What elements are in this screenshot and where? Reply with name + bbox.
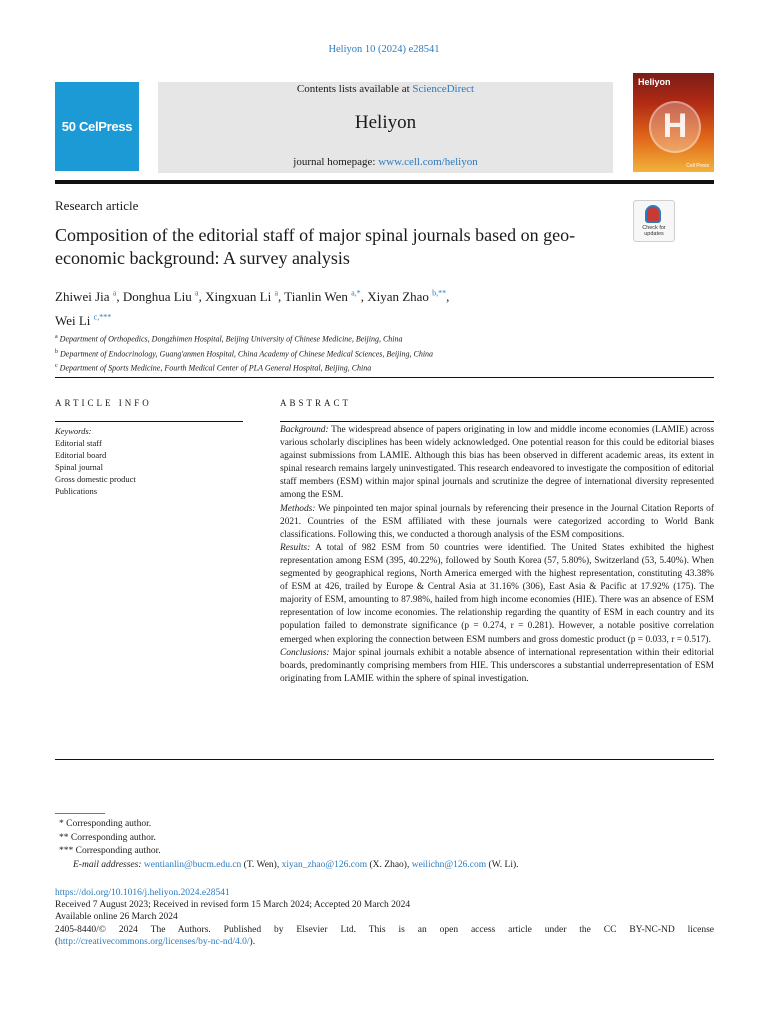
cover-letter: H <box>662 107 688 145</box>
journal-masthead <box>158 82 613 173</box>
keyword: Editorial staff <box>55 438 102 448</box>
cover-publisher: Cell Press <box>686 163 709 169</box>
cover-journal-name: Heliyon <box>638 77 671 87</box>
abstract-end-divider <box>55 759 714 760</box>
affiliation-text: Department of Orthopedics, Dongzhimen Hospital, Beijing University of Chinese Medicine, Beijing, China <box>59 334 403 344</box>
email-owner: (T. Wen), <box>241 859 282 870</box>
abstract-section-results <box>280 542 714 647</box>
author <box>123 289 205 304</box>
affiliation-text: Department of Endocrinology, Guang'anmen Hospital, China Academy of Chinese Medical Sciences, Beijing, China <box>60 349 434 359</box>
publication-info <box>55 887 714 948</box>
abstract-heading: ABSTRACT <box>280 398 352 408</box>
affiliation-mark: c <box>55 363 58 370</box>
article-type: Research article <box>55 198 139 213</box>
check-for-updates-label <box>634 225 674 237</box>
author-name: Xiyan Zhao <box>367 289 429 305</box>
received-dates: Received 7 August 2023; Received in revised form 15 March 2024; Accepted 20 March 2024 <box>55 900 411 911</box>
email-label: E-mail addresses: <box>73 859 144 870</box>
author-affil-mark[interactable]: a <box>112 289 117 298</box>
author-name: Tianlin Wen <box>284 289 348 305</box>
footnote-rule <box>55 813 105 814</box>
abstract-section-conclusions <box>280 647 714 686</box>
homepage-line <box>158 156 613 168</box>
email-owner: (X. Zhao), <box>367 859 412 870</box>
keyword: Publications <box>55 486 98 496</box>
author-affil-mark[interactable]: a <box>195 289 199 298</box>
abstract-label: Methods: <box>280 503 316 514</box>
email-link[interactable]: xiyan_zhao@126.com <box>281 859 368 870</box>
homepage-prefix: journal homepage: <box>293 156 379 168</box>
affiliation-text: Department of Sports Medicine, Fourth Medical Center of PLA General Hospital, Beijing, China <box>59 363 372 373</box>
cellpress-logo[interactable] <box>55 82 139 171</box>
abstract-section-background <box>280 424 714 503</box>
license-link[interactable]: http://creativecommons.org/licenses/by-nc-nd/4.0/ <box>58 936 250 947</box>
abstract-label: Results: <box>280 542 311 553</box>
author-list <box>55 284 615 331</box>
affiliation-mark: a <box>55 334 58 340</box>
author-separator: , <box>278 289 285 305</box>
affiliation-divider <box>55 377 714 378</box>
keywords-label: Keywords: <box>55 426 92 436</box>
keyword: Editorial board <box>55 450 107 460</box>
available-online: Available online 26 March 2024 <box>55 912 178 923</box>
contents-line <box>158 83 613 95</box>
license-close: ). <box>249 936 256 947</box>
sciencedirect-link[interactable]: ScienceDirect <box>412 83 475 95</box>
affiliation <box>55 360 695 375</box>
author-name: Xingxuan Li <box>205 289 272 305</box>
abstract-section-methods <box>280 503 714 542</box>
abstract-body <box>280 424 714 686</box>
abstract-label: Conclusions: <box>280 647 330 658</box>
corresponding-author-note: * Corresponding author. <box>59 819 152 829</box>
author-name: Zhiwei Jia <box>55 289 110 305</box>
article-info-rule <box>55 421 243 422</box>
keyword: Gross domestic product <box>55 474 136 484</box>
abstract-text: The widespread absence of papers originating in low and middle income economies (LAMIE) across various scholarly disciplines has been widely acknowledged. One potential reason for this could be editorial biases against submissions from LAMIE. Although this bias has been observed in different academic areas, its extent in spinal research remains largely uninvestigated. This research endeavored to investigate the composition of editorial staff members (ESM) within major spinal journals and scrutinize the degree of international diversity represented among the ESM. <box>280 425 714 501</box>
abstract-text: We pinpointed ten major spinal journals by referencing their presence in the Journal Citation Reports of 2021. Countries of the ESM affiliated with these journals were categorized according to World Bank classifications. Following this, we conducted a thorough analysis of the ESM compositions. <box>280 503 714 540</box>
author-affil-mark[interactable]: b,** <box>432 289 447 298</box>
author <box>367 289 449 304</box>
abstract-label: Background: <box>280 425 329 435</box>
article-info-heading: ARTICLE INFO <box>55 398 152 408</box>
email-link[interactable]: wentianlin@bucm.edu.cn <box>143 859 242 870</box>
header-divider <box>55 180 714 184</box>
author-name: Donghua Liu <box>122 289 192 305</box>
license-statement: 2405-8440/© 2024 The Authors. Published by Elsevier Ltd. This is an open access article under the CC BY-NC-ND license <box>55 924 714 935</box>
contents-prefix: Contents lists available at <box>296 83 413 95</box>
email-owner: (W. Li). <box>486 859 519 870</box>
check-for-updates-button[interactable] <box>633 200 675 242</box>
author <box>284 289 367 304</box>
check-line-2: updates <box>644 231 664 237</box>
author-affil-mark[interactable]: a,* <box>351 289 361 298</box>
author <box>55 289 123 304</box>
author <box>205 289 284 304</box>
running-header[interactable]: Heliyon 10 (2024) e28541 <box>328 44 440 55</box>
author-affil-mark[interactable]: a <box>274 289 278 298</box>
author-separator: , <box>116 289 123 305</box>
abstract-text: Major spinal journals exhibit a notable absence of international representation within their editorial boards, predominantly comprising members from HIE. This underscores a substantial underrepresentation of ESM originating from LAMIE within the sphere of spinal investigation. <box>280 647 714 684</box>
author-name: Wei Li <box>55 312 91 328</box>
email-link[interactable]: weilichn@126.com <box>411 859 487 870</box>
corresponding-author-note: ** Corresponding author. <box>59 832 156 843</box>
affiliation-mark: b <box>55 348 58 355</box>
keyword: Spinal journal <box>55 462 103 472</box>
check-line-1: Check for <box>642 225 666 231</box>
journal-cover-image[interactable] <box>633 73 714 172</box>
author-separator: , <box>446 289 450 305</box>
abstract-text: A total of 982 ESM from 50 countries were identified. The United States exhibited the highest representation among ESM (395, 40.22%), followed by South Korea (57, 5.80%), Switzerland (53, 5.40%). When segmented by geographical regions, North America emerged with the highest representation, constituting 43.38% of ESM at 426, trailed by Europe & Central Asia at 31.16% (306), East Asia & Pacific at 17.92% (175). The majority of ESM, amounting to 87.98%, hailed from high income economies (HIE). There was an absence of ESM representation of low income economies. The relationship regarding the quantity of ESM in each country and its population failed to demonstrate significance (p = 0.274, r = 0.281). However, a notable positive correlation emerged when exploring the connection between ESM numbers and gross domestic product (p = 0.033, r = 0.517). <box>280 542 714 645</box>
footnotes <box>55 818 715 872</box>
license-url-line <box>55 936 714 948</box>
author-separator: , <box>198 289 206 305</box>
journal-name: Heliyon <box>354 112 417 133</box>
keywords-block <box>55 425 243 497</box>
author <box>55 313 111 328</box>
bookmark-icon <box>645 205 661 223</box>
email-line <box>55 859 715 873</box>
homepage-link[interactable]: www.cell.com/heliyon <box>378 156 478 168</box>
author-separator: , <box>360 289 368 305</box>
author-affil-mark[interactable]: c,*** <box>93 312 112 322</box>
affiliations <box>55 331 695 375</box>
article-title: Composition of the editorial staff of major spinal journals based on geo-economic background: A survey analysis <box>55 225 576 268</box>
cellpress-logo-text: 50 CelPress <box>61 119 133 134</box>
affiliation <box>55 346 695 361</box>
corresponding-author-note: *** Corresponding author. <box>59 846 161 856</box>
abstract-rule <box>280 421 714 422</box>
license-open: ( <box>55 936 59 947</box>
affiliation <box>55 331 695 346</box>
doi-link[interactable]: https://doi.org/10.1016/j.heliyon.2024.e28541 <box>55 888 230 898</box>
